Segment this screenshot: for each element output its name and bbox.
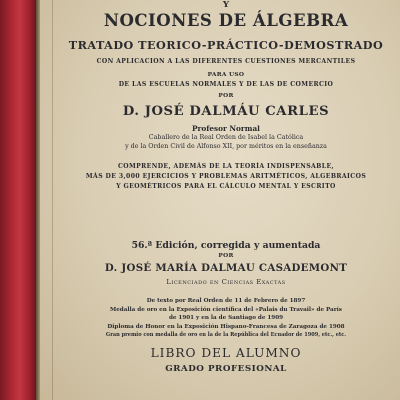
contents-line-2: MÁS DE 3,000 EJERCICIOS Y PROBLEMAS ARITMÉTICOS, ALGEBRAICOS — [85, 173, 367, 180]
book-level: GRADO PROFESIONAL — [165, 364, 287, 374]
award-line-4: Diploma de Honor en la Exposición Hispano-Francesa de Zaragoza de 1908 — [107, 324, 345, 330]
for-use-line: PARA USO — [207, 72, 245, 78]
award-line-1: De texto por Real Orden de 11 de Febrero de 1897 — [146, 298, 306, 304]
award-line-2: Medalla de oro en la Exposición científica del «Palais du Travail» de París — [110, 307, 342, 313]
cover-text — [60, 0, 392, 400]
book-subtitle: TRATADO TEORICO-PRÁCTICO-DEMOSTRADO — [68, 38, 384, 52]
page-fold-line — [52, 0, 53, 400]
application-line: CON APLICACION A LAS DIFERENTES CUESTIONES MERCANTILES — [96, 58, 356, 65]
author-name: D. JOSÉ DALMÁU CARLES — [122, 104, 330, 119]
award-line-3: de 1901 y en la de Santiago de 1909 — [168, 315, 284, 321]
contents-line-3: Y GEOMÉTRICOS PARA EL CÁLCULO MENTAL Y ESCRITO — [116, 183, 336, 190]
second-author-name: D. JOSÉ MARÍA DALMAU CASADEMONT — [104, 262, 348, 274]
contents-line-1: COMPRENDE, ADEMÁS DE LA TEORÍA INDISPENSABLE, — [117, 163, 335, 170]
edition-line: 56.ª Edición, corregida y aumentada — [131, 240, 321, 251]
by-line-2: POR — [218, 253, 234, 259]
conjunction-y: Y — [222, 0, 230, 10]
author-role: Profesor Normal — [192, 124, 260, 133]
by-line: POR — [218, 93, 234, 99]
schools-line: DE LAS ESCUELAS NORMALES Y DE LAS DE COMERCIO — [118, 81, 334, 88]
book-title: NOCIONES DE ÁLGEBRA — [103, 10, 349, 30]
author-detail-2: y de la Orden Civil de Alfonso XII, por méritos en la enseñanza — [125, 143, 327, 150]
author-detail-1: Caballero de la Real Orden de Isabel la Católica — [148, 134, 304, 141]
award-line-5: Gran premio con medalla de oro en la de la República del Ecuador de 1909, etc., etc. — [105, 332, 347, 338]
license-line: Licenciado en Ciencias Exactas — [166, 278, 286, 286]
book-type: LIBRO DEL ALUMNO — [150, 346, 302, 360]
book-spine — [0, 0, 36, 400]
